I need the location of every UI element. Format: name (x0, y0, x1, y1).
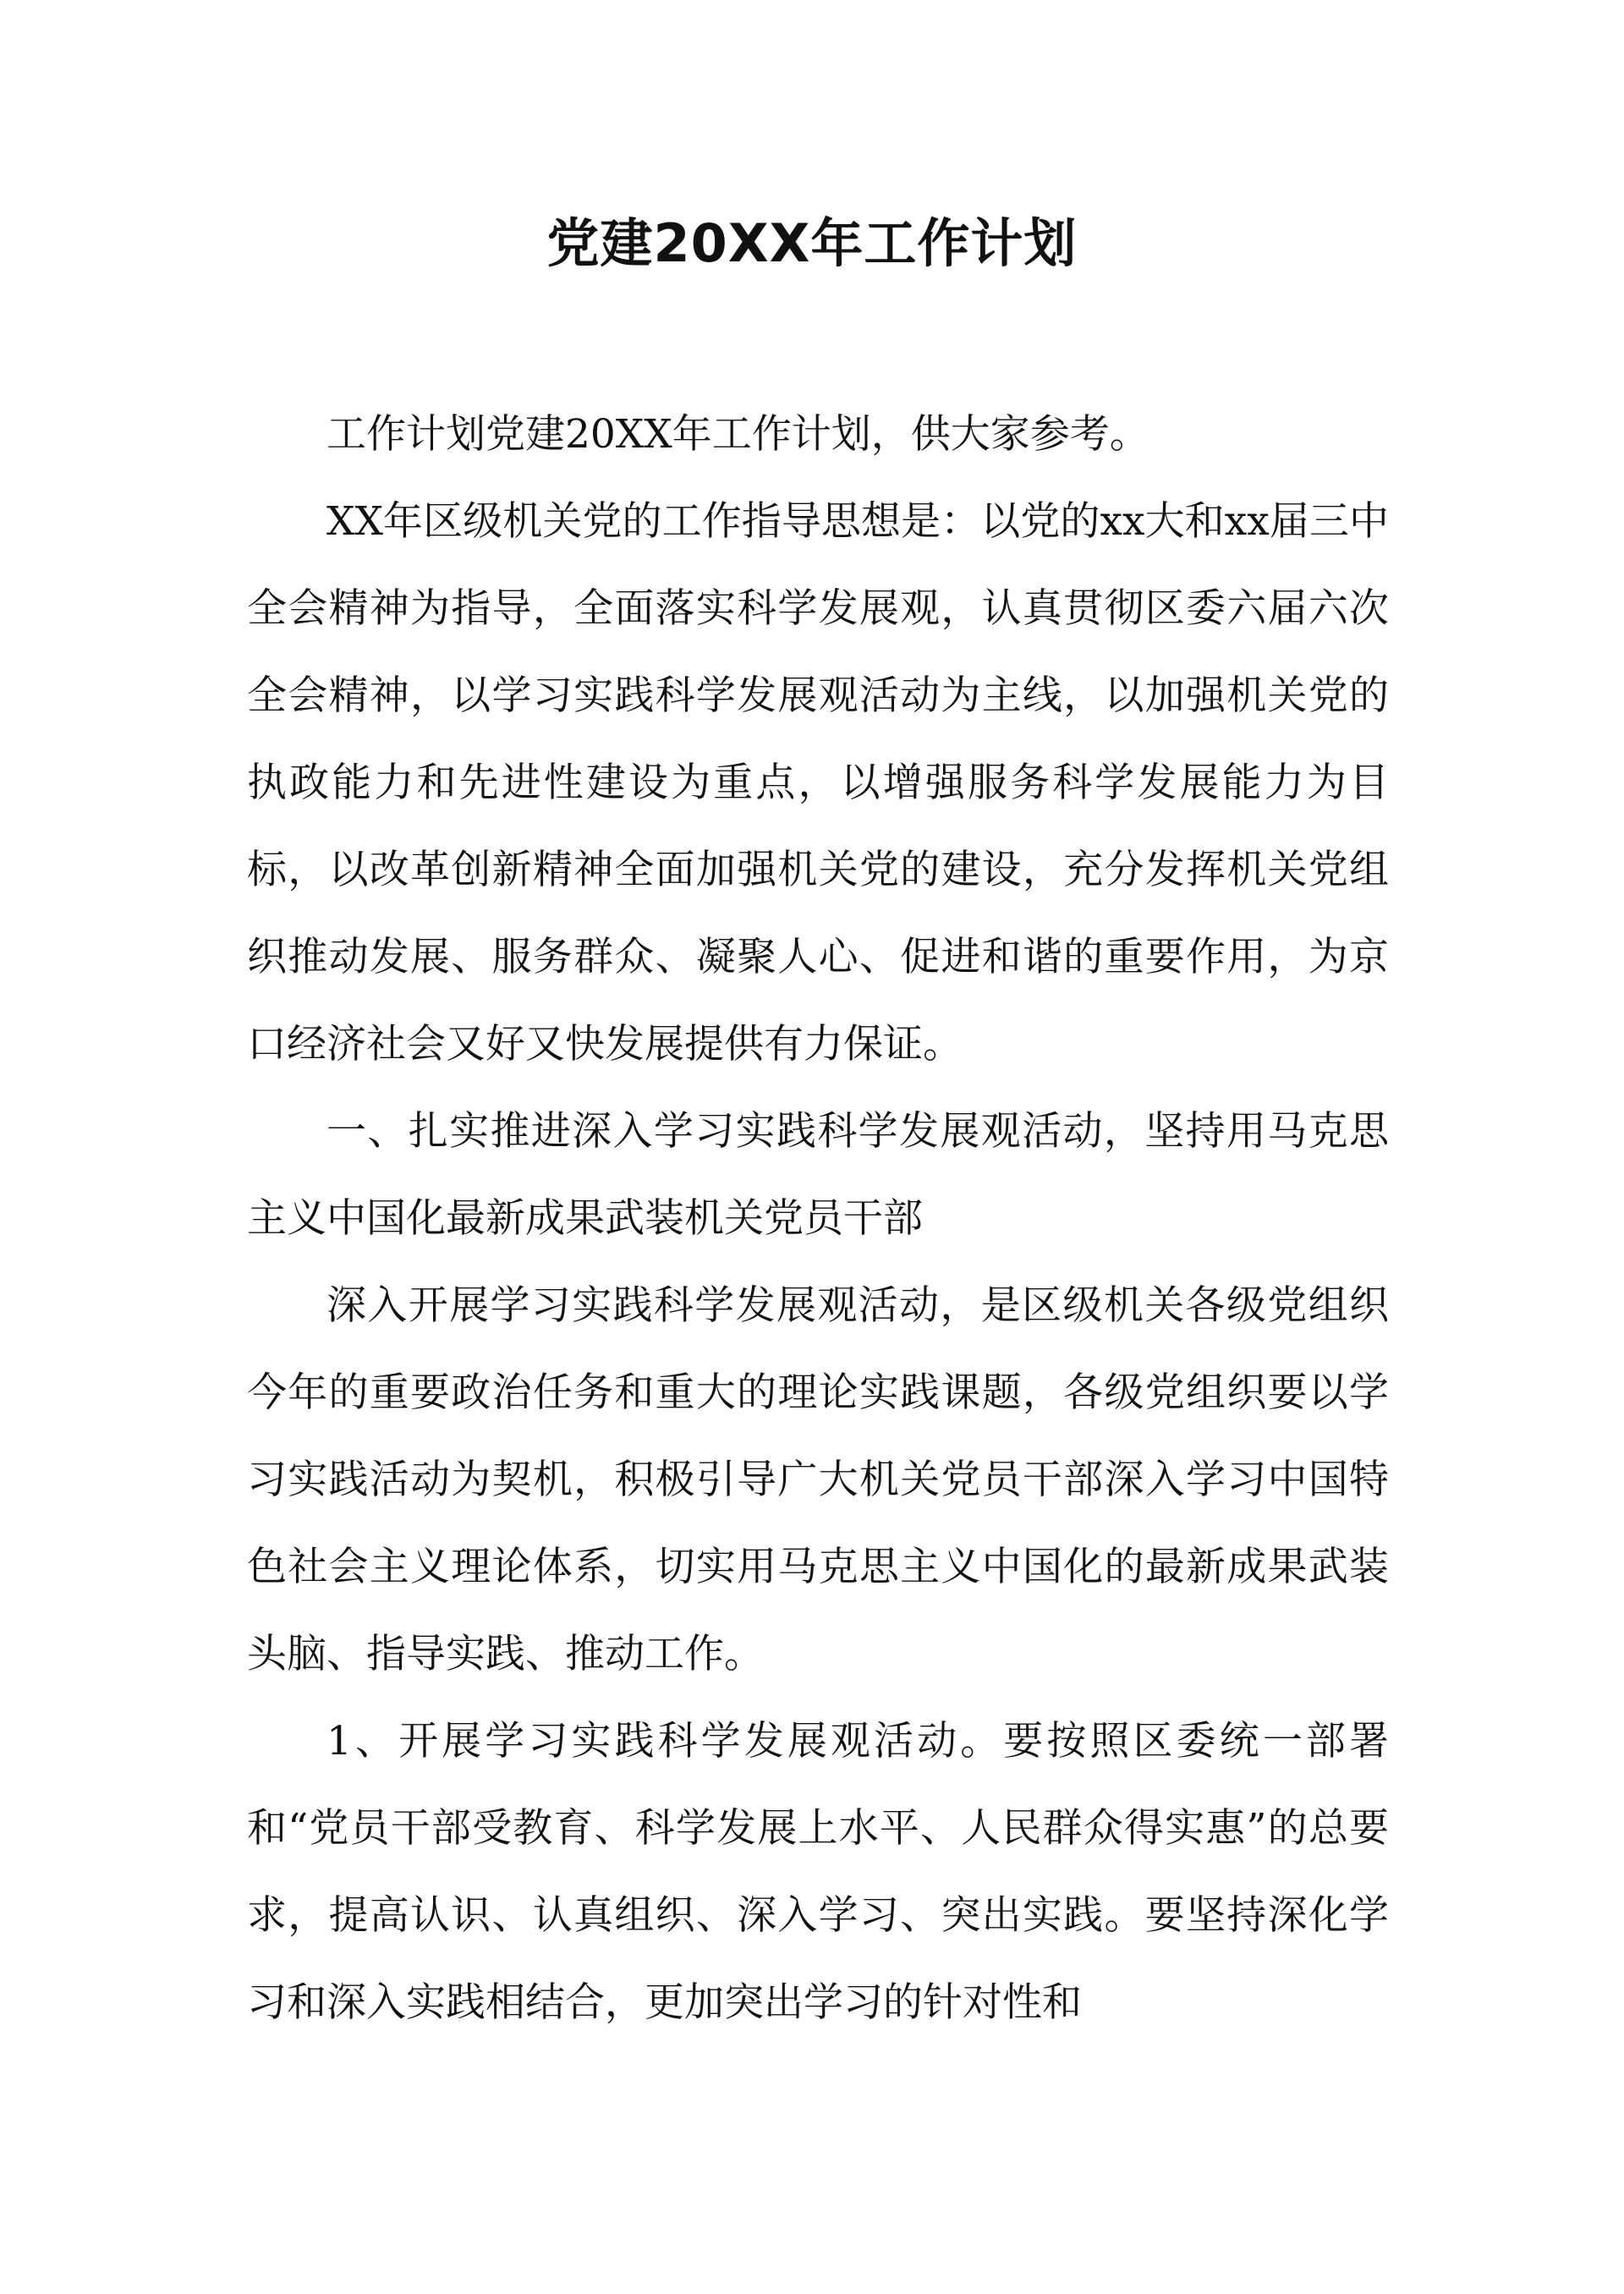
document-body (247, 391, 1389, 2046)
document-title: 党建20XX年工作计划 (546, 212, 1078, 274)
section-heading-1: 一、扎实推进深入学习实践科学发展观活动，坚持用马克思主义中国化最新成果武装机关党员干部 (247, 1108, 1389, 1242)
paragraph-section-1: 深入开展学习实践科学发展观活动，是区级机关各级党组织今年的重要政治任务和重大的理论实践课题，各级党组织要以学习实践活动为契机，积极引导广大机关党员干部深入学习中国特色社会主义理论体系，切实用马克思主义中国化的最新成果武装头脑、指导实践、推动工作。 (247, 1282, 1389, 1677)
paragraph-intro: 工作计划党建20XX年工作计划，供大家参考。 (326, 411, 1149, 458)
paragraph-guiding-thought: XX年区级机关党的工作指导思想是：以党的xx大和xx届三中全会精神为指导，全面落实科学发展观，认真贯彻区委六届六次全会精神，以学习实践科学发展观活动为主线，以加强机关党的执政能力和先进性建设为重点，以增强服务科学发展能力为目标，以改革创新精神全面加强机关党的建设，充分发挥机关党组织推动发展、服务群众、凝聚人心、促进和谐的重要作用，为京口经济社会又好又快发展提供有力保证。 (247, 498, 1389, 1067)
paragraph-item-1: 1、开展学习实践科学发展观活动。要按照区委统一部署和“党员干部受教育、科学发展上水平、人民群众得实惠”的总要求，提高认识、认真组织、深入学习、突出实践。要坚持深化学习和深入实践相结合，更加突出学习的针对性和 (247, 1718, 1389, 2026)
